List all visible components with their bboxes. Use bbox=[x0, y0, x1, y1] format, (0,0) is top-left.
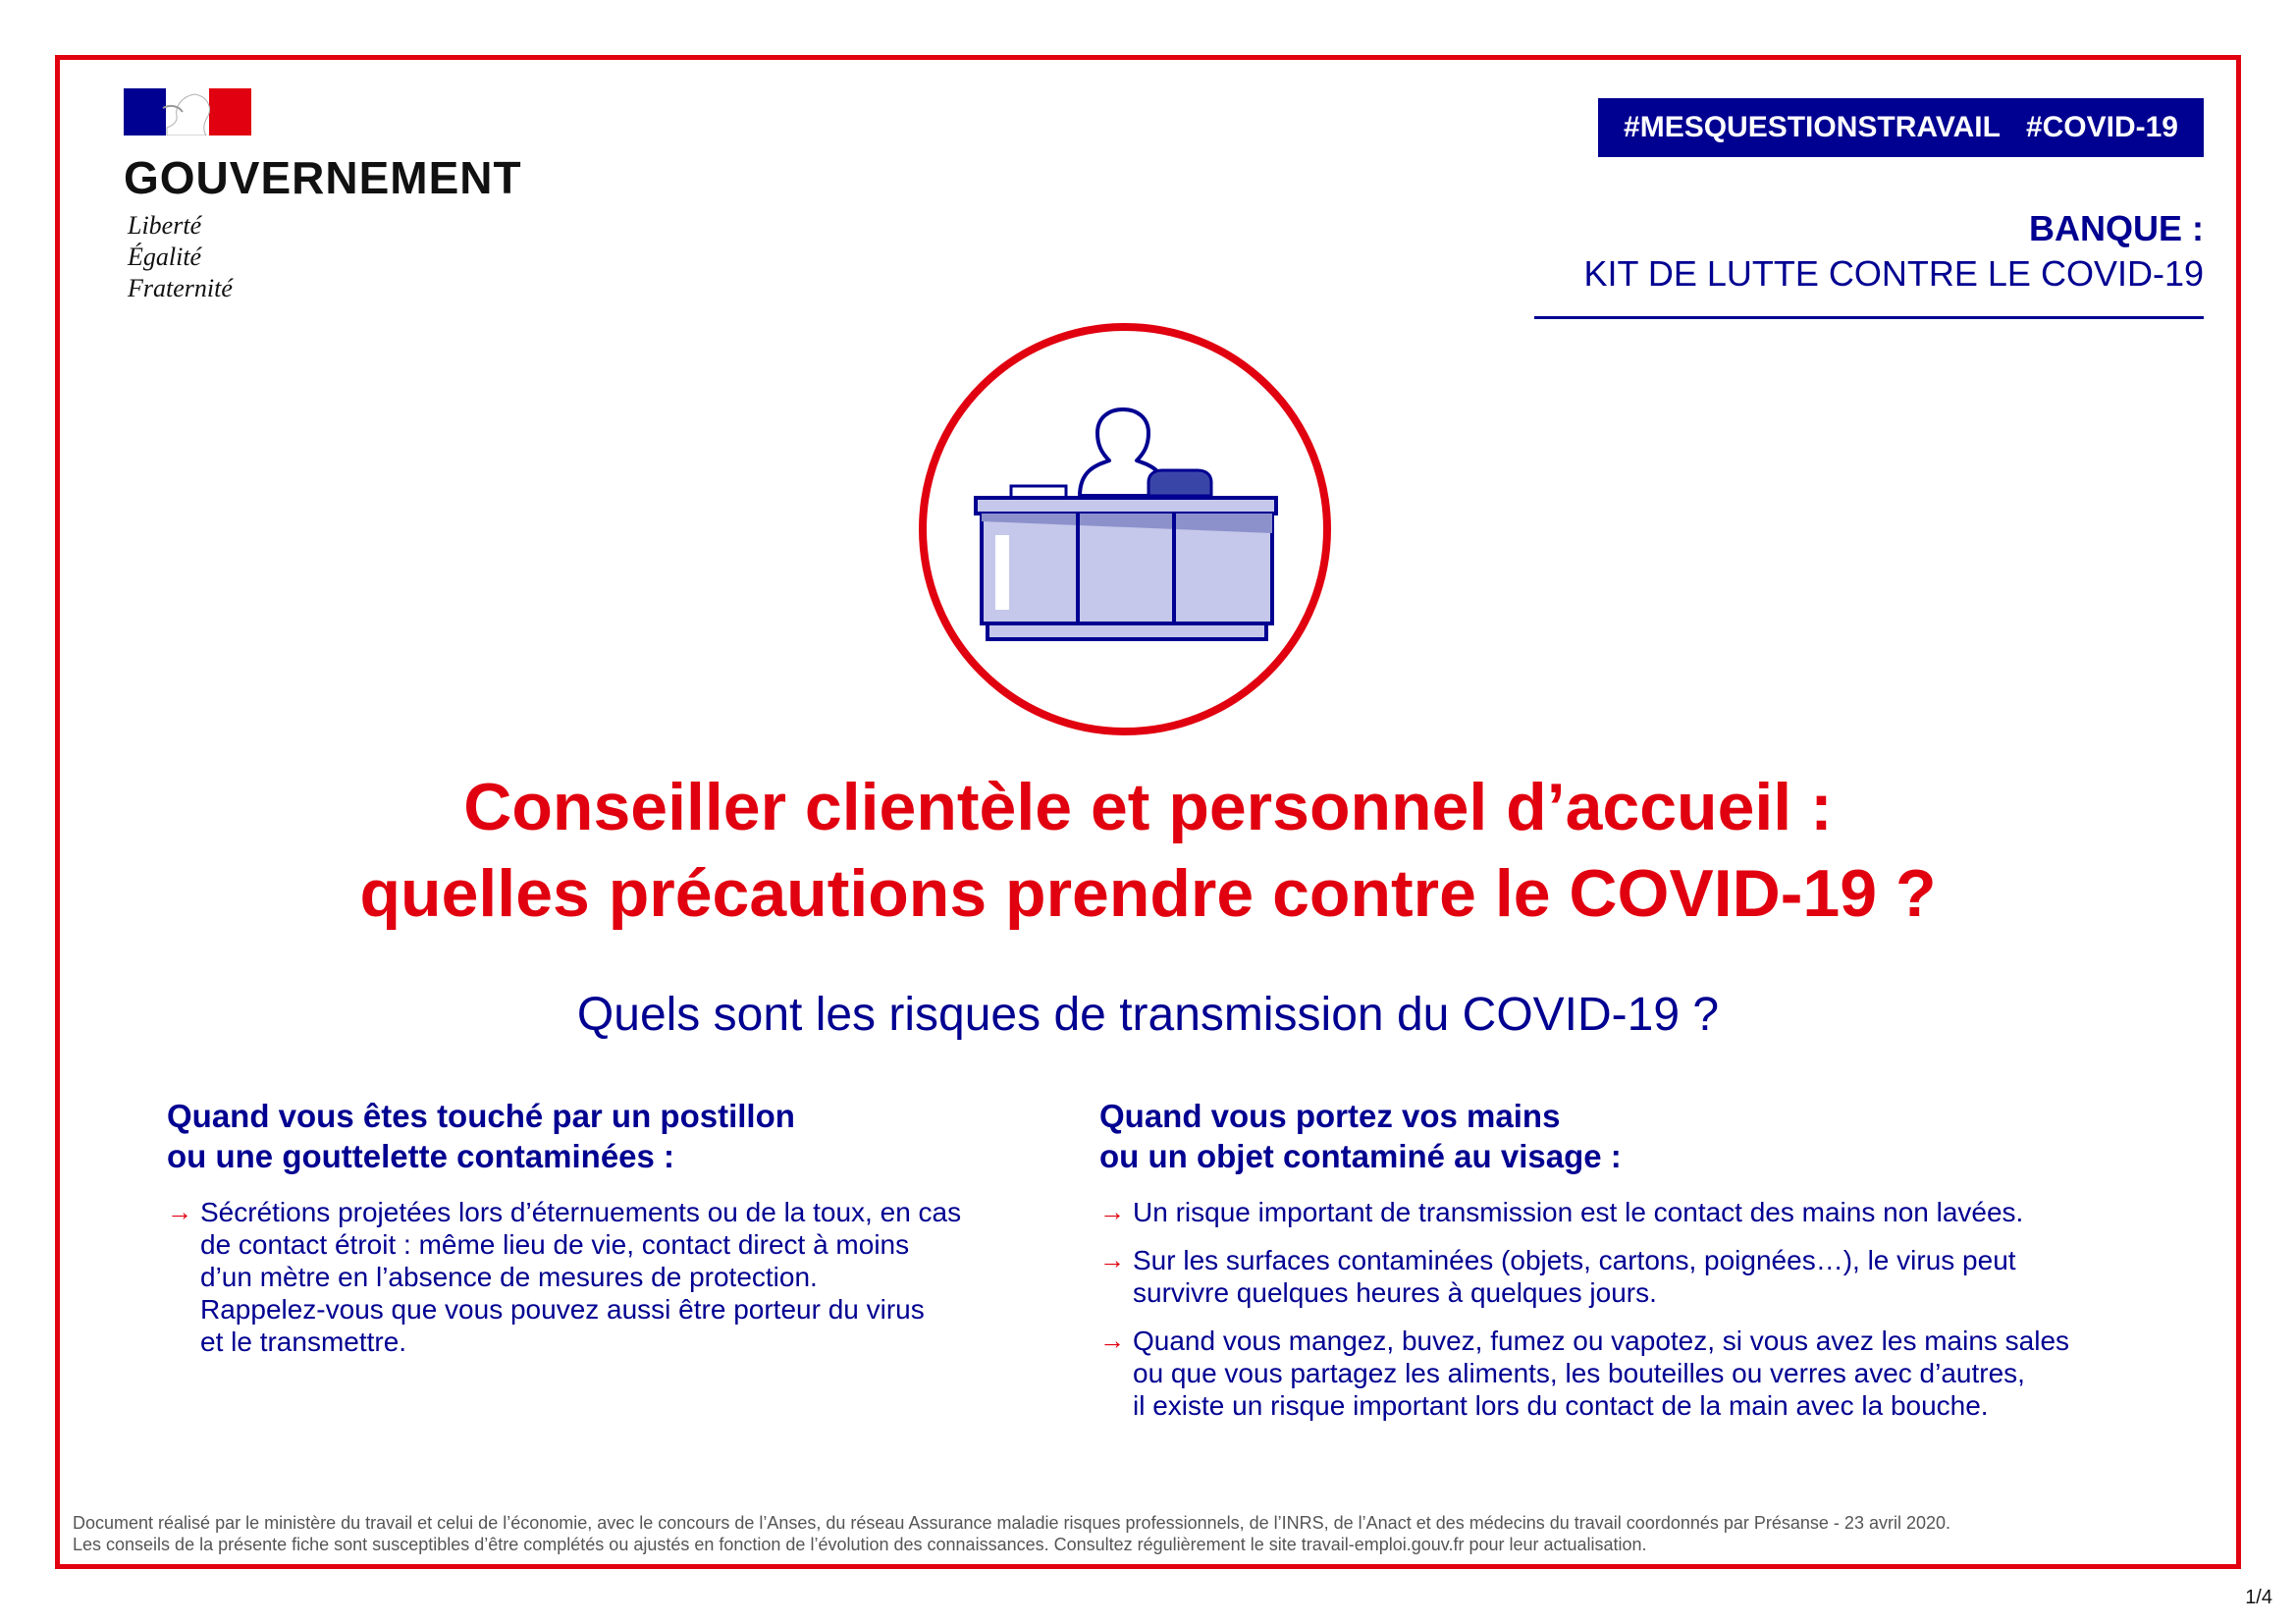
list-item bbox=[1099, 1244, 2160, 1309]
item-text-line: Sur les surfaces contaminées (objets, cartons, poignées…), le virus peut bbox=[1133, 1245, 2016, 1275]
heading-line: ou un objet contaminé au visage : bbox=[1099, 1138, 1622, 1174]
bank-counter-icon bbox=[917, 321, 1333, 737]
list-item bbox=[1099, 1325, 2160, 1422]
item-text-line: ou que vous partagez les aliments, les bouteilles ou verres avec d’autres, bbox=[1133, 1358, 2025, 1388]
page-title bbox=[0, 764, 2296, 937]
hand-contact-risk-column bbox=[1099, 1096, 2160, 1437]
item-text-line: de contact étroit : même lieu de vie, contact direct à moins bbox=[200, 1229, 910, 1260]
item-text-line: Quand vous mangez, buvez, fumez ou vapotez, si vous avez les mains sales bbox=[1133, 1326, 2070, 1356]
footer-line-2: Les conseils de la présente fiche sont susceptibles d’être complétés ou ajustés en fonction de l’évolution des connaissances. Consultez régulièrement le site travail-emploi.gouv.fr pour leur actualisation. bbox=[73, 1535, 1647, 1554]
government-name: GOUVERNEMENT bbox=[124, 152, 522, 203]
motto-liberte: Liberté bbox=[128, 211, 202, 240]
page-number: 1/4 bbox=[2245, 1587, 2272, 1608]
item-text-line: d’un mètre en l’absence de mesures de protection. bbox=[200, 1262, 818, 1292]
republic-motto bbox=[128, 210, 233, 304]
item-text-line: Rappelez-vous que vous pouvez aussi être porteur du virus bbox=[200, 1294, 925, 1325]
droplet-risk-column bbox=[167, 1096, 1050, 1374]
section-subtitle: Quels sont les risques de transmission du COVID-19 ? bbox=[576, 989, 1720, 1041]
item-text-line: Un risque important de transmission est le contact des mains non lavées. bbox=[1133, 1197, 2024, 1227]
heading-line: ou une gouttelette contaminées : bbox=[167, 1138, 675, 1174]
item-text-line: il existe un risque important lors du contact de la main avec la bouche. bbox=[1133, 1390, 1989, 1421]
hashtag-covid: #COVID-19 bbox=[2025, 111, 2178, 143]
list-item bbox=[167, 1196, 1050, 1358]
marianne-flag-icon bbox=[124, 88, 251, 135]
motto-fraternite: Fraternité bbox=[128, 274, 233, 302]
droplet-risk-heading bbox=[167, 1096, 1050, 1176]
kit-divider bbox=[1534, 316, 2204, 319]
kit-heading bbox=[1584, 206, 2204, 297]
hand-contact-risk-heading bbox=[1099, 1096, 2160, 1176]
item-text-line: et le transmettre. bbox=[200, 1326, 407, 1357]
kit-sector: BANQUE : bbox=[2029, 208, 2204, 248]
hashtag-travail: #MESQUESTIONSTRAVAIL bbox=[1624, 111, 2001, 143]
item-text-line: Sécrétions projetées lors d’éternuements ou de la toux, en cas bbox=[200, 1197, 962, 1227]
heading-line: Quand vous êtes touché par un postillon bbox=[167, 1098, 795, 1134]
list-item bbox=[1099, 1196, 2160, 1228]
title-line-2: quelles précautions prendre contre le COVID-19 ? bbox=[359, 856, 1937, 931]
kit-title: KIT DE LUTTE CONTRE LE COVID-19 bbox=[1583, 253, 2204, 294]
hashtag-banner bbox=[1598, 98, 2204, 157]
item-text-line: survivre quelques heures à quelques jours. bbox=[1133, 1277, 1657, 1308]
title-line-1: Conseiller clientèle et personnel d’accueil : bbox=[463, 770, 1833, 844]
arrow-right-icon: → bbox=[167, 1197, 192, 1226]
footer-notice bbox=[73, 1512, 1950, 1555]
motto-egalite: Égalité bbox=[128, 243, 202, 271]
arrow-right-icon: → bbox=[1099, 1197, 1125, 1226]
arrow-right-icon: → bbox=[1099, 1326, 1125, 1355]
heading-line: Quand vous portez vos mains bbox=[1099, 1098, 1561, 1134]
footer-line-1: Document réalisé par le ministère du travail et celui de l’économie, avec le concours de l’Anses, du réseau Assurance maladie risques professionnels, de l’INRS, de l’Anact et des médecins du travail coordonnés par Présanse - 23 avril 2020. bbox=[73, 1513, 1951, 1533]
arrow-right-icon: → bbox=[1099, 1245, 1125, 1274]
